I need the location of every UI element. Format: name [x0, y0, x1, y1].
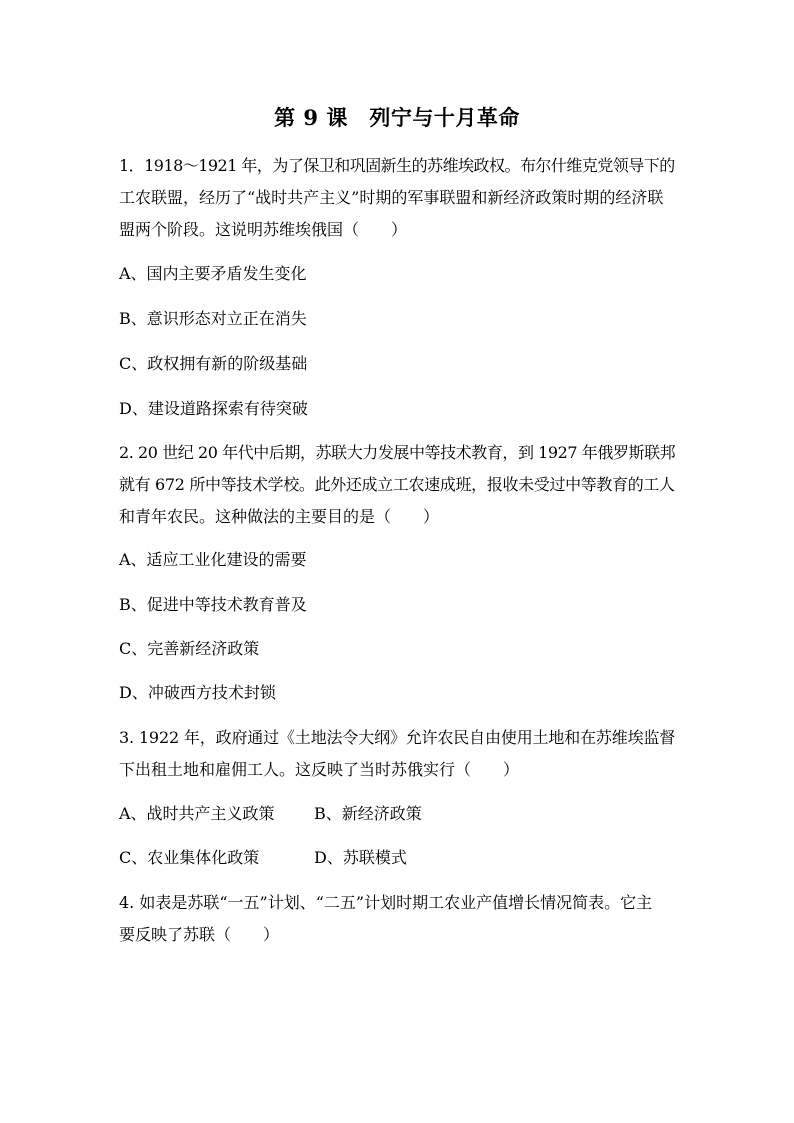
- question-2-option-b: B、促进中等技术教育普及: [119, 595, 307, 614]
- question-1-option-d: D、建设道路探索有待突破: [119, 399, 308, 418]
- question-2-text-line-1: 2. 20 世纪 20 年代中后期，苏联大力发展中等技术教育，到 1927 年俄罗斯联邦: [119, 443, 676, 462]
- question-3-option-c: C、农业集体化政策: [119, 848, 260, 867]
- page-title: 第 9 课 列宁与十月革命: [274, 105, 520, 130]
- question-1-option-a: A、国内主要矛盾发生变化: [119, 264, 307, 283]
- question-1-text-line-2: 工农联盟，经历了“战时共产主义”时期的军事联盟和新经济政策时期的经济联: [119, 188, 664, 207]
- question-2-text-line-2: 就有 672 所中等技术学校。此外还成立工农速成班，报收未受过中等教育的工人: [119, 475, 675, 494]
- question-1-option-b: B、意识形态对立正在消失: [119, 309, 307, 328]
- question-4-text-line-1: 4. 如表是苏联“一五”计划、“二五”计划时期工农业产值增长情况简表。它主: [119, 893, 653, 912]
- question-3-option-b: B、新经济政策: [314, 804, 422, 823]
- question-1-text-line-3: 盟两个阶段。这说明苏维埃俄国（ ）: [119, 220, 408, 239]
- question-3-text-line-2: 下出租土地和雇佣工人。这反映了当时苏俄实行（ ）: [119, 760, 520, 779]
- question-3-option-a: A、战时共产主义政策: [119, 804, 275, 823]
- question-4-text-line-2: 要反映了苏联（ ）: [119, 925, 280, 944]
- question-3-option-d: D、苏联模式: [314, 848, 407, 867]
- question-3-text-line-1: 3. 1922 年，政府通过《土地法令大纲》允许农民自由使用土地和在苏维埃监督: [119, 728, 676, 747]
- question-2-text-line-3: 和青年农民。这种做法的主要目的是（ ）: [119, 507, 440, 526]
- question-1-text-line-1: 1．1918～1921 年，为了保卫和巩固新生的苏维埃政权。布尔什维克党领导下的: [119, 156, 675, 175]
- question-2-option-a: A、适应工业化建设的需要: [119, 550, 307, 569]
- question-2-option-d: D、冲破西方技术封锁: [119, 683, 276, 702]
- question-1-option-c: C、政权拥有新的阶级基础: [119, 354, 308, 373]
- question-2-option-c: C、完善新经济政策: [119, 639, 260, 658]
